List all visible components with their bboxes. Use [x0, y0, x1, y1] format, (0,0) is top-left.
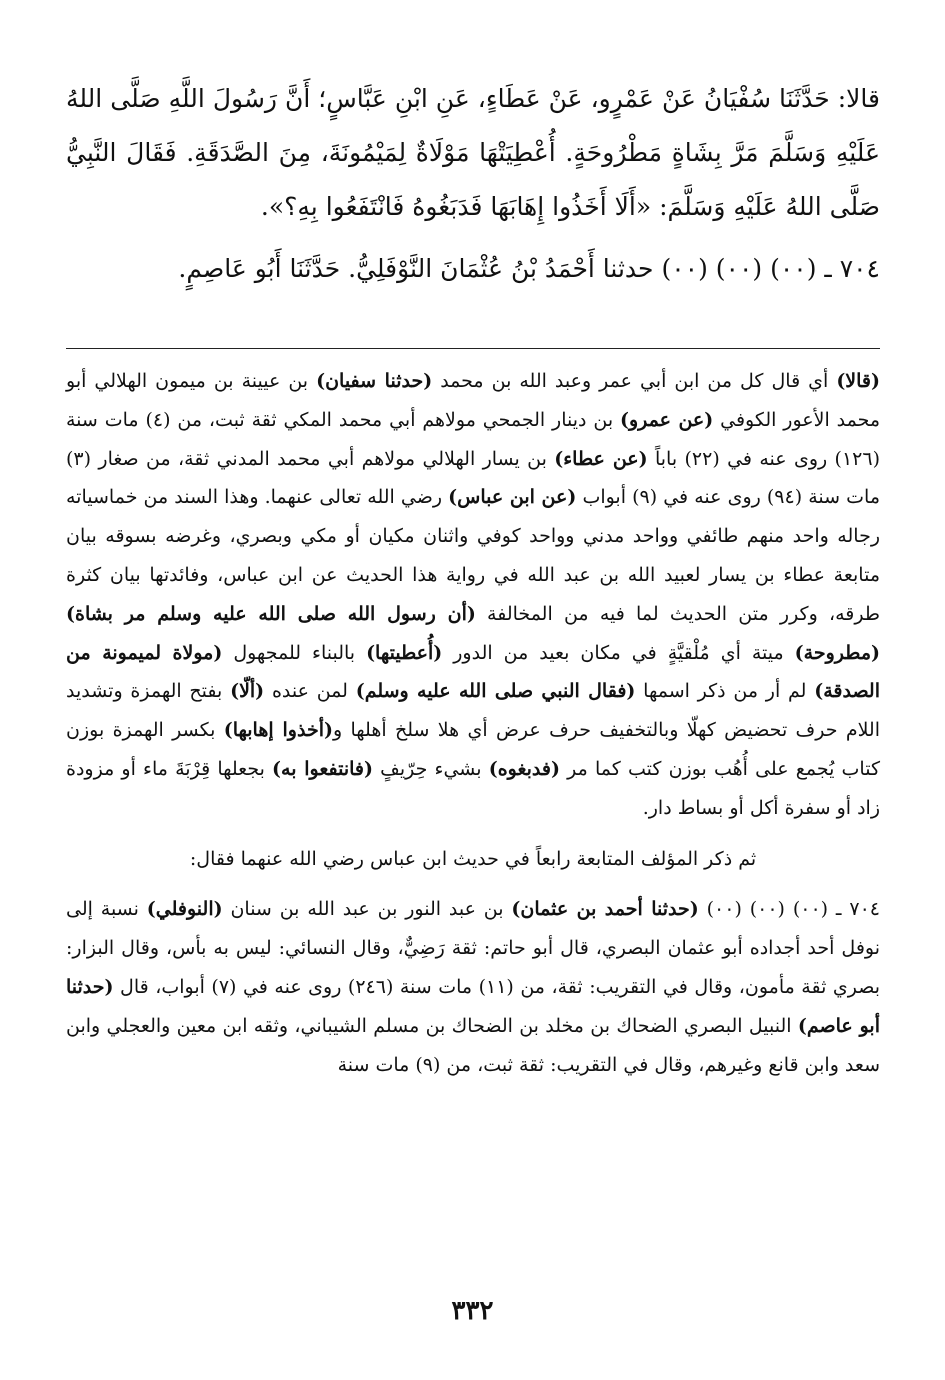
bold-quote-segment: (قالا)	[836, 370, 880, 392]
text-segment: لم أر من ذكر اسمها	[635, 680, 815, 703]
bold-quote-segment: (عن عطاء)	[554, 447, 648, 470]
bold-quote-segment: (عن عمرو)	[620, 408, 714, 431]
text-segment: بن يسار الهلالي مولاهم أبي محمد المدني ثقة، من صغار (٣) مات سنة (٩٤) روى عنه في (٩) أبواب	[66, 447, 881, 509]
footnote-divider	[66, 348, 880, 349]
text-segment: ميتة أي مُلْقيَّةٍ في مكان بعيد من الدور	[442, 641, 795, 664]
text-segment: بفتح الهمزة وتشديد اللام حرف تحضيض كهلّا وبالتخفيف حرف عرض أي هلا سلخ أهلها و	[66, 680, 880, 742]
bold-quote-segment: (أخذوا إهابها)	[223, 719, 333, 742]
bold-quote-segment: (عن ابن عباس)	[448, 486, 577, 509]
bold-quote-segment: (حدثنا أحمد بن عثمان)	[511, 898, 699, 921]
text-segment: بكسر الهمزة بوزن كتاب يُجمع على أُهُب بوزن كتب كما مر	[66, 719, 880, 780]
text-segment: بن عبد النور بن عبد الله بن سنان	[222, 898, 512, 921]
commentary-paragraph	[66, 362, 880, 828]
text-segment: نسبة إلى نوفل أحد أجداده أبو عثمان البصري، قال أبو حاتم: ثقة رَضِيٌّ، وقال النسائي: ليس به بأس، وقال البزار: بصري ثقة مأمون، وقال في التقريب: ثقة، من (١١) مات سنة (٢٤٦) روى عنه في (٧) أبواب، قال	[66, 898, 880, 998]
bold-quote-segment: (مولاة لميمونة من الصدقة)	[66, 641, 880, 703]
bold-quote-segment: (النوفلي)	[146, 898, 223, 921]
hadith-paragraph: قالا: حَدَّثَنَا سُفْيَانُ عَنْ عَمْرٍو، عَنْ عَطَاءٍ، عَنِ ابْنِ عَبَّاسٍ؛ أَنَّ رَسُولَ اللَّهِ صَلَّى اللهُ عَلَيْهِ وَسَلَّمَ مَرَّ بِشَاةٍ مَطْرُوحَةٍ. أُعْطِيَتْهَا مَوْلَاةٌ لِمَيْمُونَةَ، مِنَ الصَّدَقَةِ. فَقَالَ النَّبِيُّ صَلَّى اللهُ عَلَيْهِ وَسَلَّمَ: «أَلَا أَخَذُوا إِهَابَهَا فَدَبَغُوهُ فَانْتَفَعُوا بِهِ؟».	[66, 84, 880, 221]
bold-quote-segment: (حدثنا سفيان)	[316, 370, 433, 392]
bold-quote-segment: (فقال النبي صلى الله عليه وسلم)	[355, 680, 636, 703]
text-segment: بجعلها قِرْبَةَ ماء أو مزودة زاد أو سفرة أكل أو بساط دار.	[66, 757, 880, 819]
bold-quote-segment: (فانتفعوا به)	[272, 757, 374, 780]
bold-quote-segment: (أن رسول الله صلى الله عليه وسلم مر بشاة)	[66, 602, 476, 625]
text-segment: بن عيينة بن ميمون الهلالي أبو محمد الأعور الكوفي	[66, 370, 881, 431]
text-segment: بشيء حِرّيفٍ	[373, 757, 489, 780]
text-segment: ٧٠٤ ـ (٠٠) (٠٠) (٠٠)	[698, 898, 880, 921]
bold-quote-segment: (مطروحة)	[794, 641, 880, 664]
hadith-chain-paragraph: ٧٠٤ ـ (٠٠) (٠٠) (٠٠) حدثنا أَحْمَدُ بْنُ عُثْمَانَ النَّوْفَلِيُّ. حَدَّثَنَا أَبُو عَاصِمٍ.	[178, 254, 880, 283]
page-number: ٣٣٢	[451, 1296, 494, 1326]
text-segment: بن دينار الجمحي مولاهم أبي محمد المكي ثقة ثبت، من (٤) مات سنة (١٢٦) روى عنه في (٢٢) باباً	[66, 408, 880, 470]
bold-quote-segment: (أُعطيتها)	[366, 641, 443, 664]
commentary-intro: ثم ذكر المؤلف المتابعة رابعاً في حديث ابن عباس رضي الله عنهما فقال:	[189, 847, 757, 870]
hadith-main-text	[66, 72, 880, 296]
commentary-paragraph-chain	[66, 890, 880, 1084]
bold-quote-segment: (فدبغوه)	[488, 757, 560, 780]
bold-quote-segment: (ألّا)	[230, 680, 265, 703]
text-segment: النبيل البصري الضحاك بن مخلد بن الضحاك بن مسلم الشيباني، وثقه ابن معين والعجلي وابن سعد وابن قانع وغيرهم، وقال في التقريب: ثقة ثبت، من (٩) مات سنة	[66, 1014, 880, 1076]
bold-quote-segment: (حدثنا أبو عاصم)	[66, 975, 880, 1037]
text-segment: رضي الله تعالى عنهما. وهذا السند من خماسياته رجاله واحد منهم طائفي وواحد مدني وواحد كوفي واثنان مكيان أو مكي وبصري، وغرضه بسوقه بيان متابعة عطاء بن يسار لعبيد الله بن عبد الله في رواية هذا الحديث عن ابن عباس، وفائدتها بيان كثرة طرقه، وكرر متن الحديث لما فيه من المخالفة	[66, 486, 880, 625]
text-segment: بالبناء للمجهول	[222, 641, 367, 664]
text-segment: أي قال كل من ابن أبي عمر وعبد الله بن محمد	[432, 370, 837, 392]
commentary-section	[66, 362, 880, 1084]
text-segment: لمن عنده	[264, 680, 356, 703]
